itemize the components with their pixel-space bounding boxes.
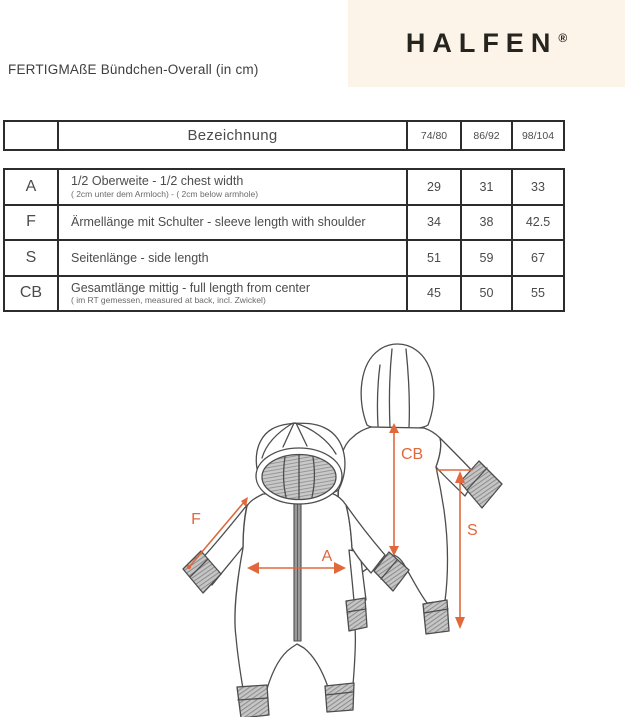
- measure-description: Gesamtlänge mittig - full length from center: [71, 280, 310, 295]
- page-title: FERTIGMAßE Bündchen-Overall (in cm): [8, 62, 259, 77]
- table-row-f: [5, 204, 563, 240]
- value-cell: 31: [460, 170, 511, 204]
- measure-label-a: A: [321, 548, 333, 565]
- measure-note: ( im RT gemessen, measured at back, incl. Zwickel): [71, 295, 266, 306]
- value-cell: 33: [511, 170, 563, 204]
- value-cell: 38: [460, 206, 511, 240]
- brand-logo-box: [348, 0, 625, 87]
- measure-label-cb: CB: [401, 446, 424, 463]
- header-cell-size-86-92: 86/92: [460, 122, 511, 149]
- back-leg-cuff: [423, 600, 449, 634]
- measure-note: ( 2cm unter dem Armloch) - ( 2cm below armhole): [71, 188, 259, 199]
- measure-code: CB: [19, 284, 43, 302]
- header-cell-bezeichnung: Bezeichnung: [57, 122, 406, 149]
- table-row-s: [5, 239, 563, 275]
- measure-description-cell: [57, 206, 406, 240]
- value-cell: 67: [511, 241, 563, 275]
- measure-arrowhead: [455, 617, 465, 629]
- measure-code: F: [26, 213, 36, 231]
- back-hood: [361, 344, 434, 430]
- value-cell: 50: [460, 277, 511, 311]
- brand-name: HALFEN: [405, 28, 558, 58]
- measure-description-cell: [57, 241, 406, 275]
- brand-logo: [406, 28, 567, 59]
- value-cell: 45: [406, 277, 460, 311]
- value-cell: 42.5: [511, 206, 563, 240]
- value-cell: 59: [460, 241, 511, 275]
- size-table-header: [3, 120, 565, 151]
- measure-description: Seitenlänge - side length: [71, 250, 209, 265]
- overall-technical-drawing: [0, 325, 625, 717]
- measure-endpoint: [187, 565, 191, 569]
- measure-description: 1/2 Oberweite - 1/2 chest width: [71, 174, 244, 189]
- front-right-leg-cuff: [325, 683, 354, 712]
- table-row-cb: [5, 275, 563, 311]
- measure-code: S: [25, 248, 37, 266]
- front-left-leg-cuff: [237, 685, 269, 717]
- header-cell-size-98-104: 98/104: [511, 122, 563, 149]
- value-cell: 29: [406, 170, 460, 204]
- measure-code: A: [25, 177, 37, 195]
- measure-label-s: S: [467, 522, 478, 539]
- value-cell: 34: [406, 206, 460, 240]
- measure-label-f: F: [191, 511, 201, 528]
- size-table-body: [3, 168, 565, 312]
- value-cell: 51: [406, 241, 460, 275]
- header-cell-empty: [5, 122, 57, 149]
- registered-trademark-symbol: ®: [558, 31, 568, 45]
- measure-description-cell: [57, 170, 406, 204]
- back-left-sleeve-cuff: [346, 598, 367, 631]
- table-row-a: [5, 170, 563, 204]
- value-cell: 55: [511, 277, 563, 311]
- measure-description: Ärmellänge mit Schulter - sleeve length with shoulder: [71, 215, 366, 230]
- measure-description-cell: [57, 277, 406, 311]
- header-cell-size-74-80: 74/80: [406, 122, 460, 149]
